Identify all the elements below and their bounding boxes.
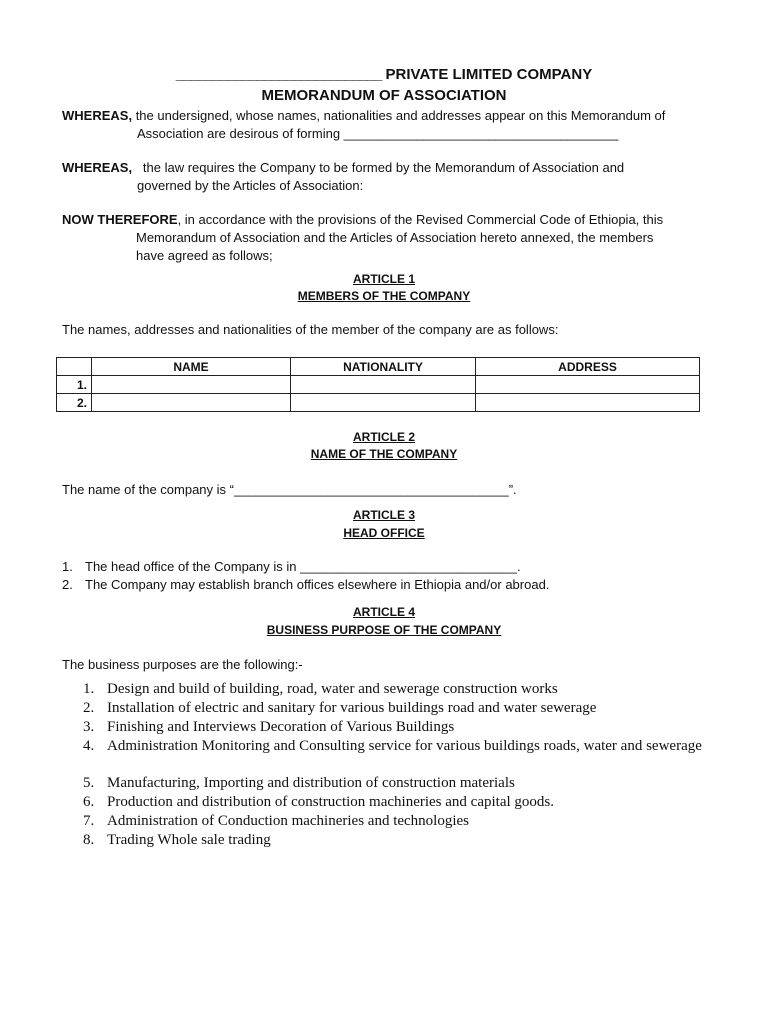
list-item xyxy=(83,737,706,756)
list-item xyxy=(83,831,706,850)
name-cell[interactable] xyxy=(92,376,291,394)
row-number: 2. xyxy=(57,394,92,412)
article-2-text: The name of the company is “______________________________________”. xyxy=(62,482,517,497)
list-item-text: Design and build of building, road, water and sewerage construction works xyxy=(107,681,558,697)
address-cell[interactable] xyxy=(476,376,700,394)
whereas-text-line-2: Association are desirous of forming ______________________________________ xyxy=(137,126,619,141)
head-office-list xyxy=(62,558,708,594)
header-nationality: NATIONALITY xyxy=(291,358,476,376)
whereas-paragraph-1 xyxy=(62,107,708,143)
list-item-number: 5. xyxy=(83,775,95,791)
article-4-intro: The business purposes are the following:- xyxy=(62,657,303,672)
company-title xyxy=(0,66,768,83)
list-item-number: 1. xyxy=(62,559,73,574)
list-item-number: 4. xyxy=(83,738,95,754)
now-therefore-paragraph xyxy=(62,211,708,265)
list-item-text: Manufacturing, Importing and distribution of construction materials xyxy=(107,775,515,791)
now-therefore-lead: NOW THEREFORE xyxy=(62,212,178,227)
article-2-title: NAME OF THE COMPANY xyxy=(310,447,458,461)
list-item-number: 1. xyxy=(83,681,95,697)
now-therefore-line-3: have agreed as follows; xyxy=(136,248,273,263)
header-address: ADDRESS xyxy=(476,358,700,376)
list-item xyxy=(62,576,708,594)
list-item xyxy=(83,718,706,737)
now-therefore-line-2: Memorandum of Association and the Articles of Association hereto annexed, the members xyxy=(136,230,654,245)
whereas-text-line-1: the undersigned, whose names, nationalities and addresses appear on this Memorandum of xyxy=(135,108,666,123)
article-1-title: MEMBERS OF THE COMPANY xyxy=(297,289,471,303)
list-item-number: 3. xyxy=(83,719,95,735)
article-4-number: ARTICLE 4 xyxy=(352,605,415,619)
article-2-number: ARTICLE 2 xyxy=(352,430,415,444)
list-item-number: 2. xyxy=(62,577,73,592)
whereas-paragraph-2 xyxy=(62,159,708,195)
whereas-text-line-2: governed by the Articles of Association: xyxy=(137,178,364,193)
list-item-text: Finishing and Interviews Decoration of Various Buildings xyxy=(107,719,455,735)
list-item xyxy=(83,699,706,718)
members-table xyxy=(56,357,700,412)
article-4-title: BUSINESS PURPOSE OF THE COMPANY xyxy=(266,623,502,637)
header-name: NAME xyxy=(92,358,291,376)
list-item xyxy=(83,793,706,812)
nationality-cell[interactable] xyxy=(291,394,476,412)
company-title-suffix: PRIVATE LIMITED COMPANY xyxy=(385,66,593,83)
table-row xyxy=(57,394,700,412)
whereas-text-line-1: the law requires the Company to be formed by the Memorandum of Association and xyxy=(142,160,625,175)
list-item-number: 2. xyxy=(83,700,95,716)
row-number: 1. xyxy=(57,376,92,394)
document-subtitle: MEMORANDUM OF ASSOCIATION xyxy=(261,87,507,104)
list-item-text: Administration of Conduction machineries and technologies xyxy=(107,813,470,829)
list-item-text: Trading Whole sale trading xyxy=(107,832,271,848)
list-item xyxy=(83,774,706,793)
header-number-cell xyxy=(57,358,92,376)
name-cell[interactable] xyxy=(92,394,291,412)
article-1-number: ARTICLE 1 xyxy=(352,272,415,286)
whereas-lead: WHEREAS, xyxy=(62,108,133,123)
members-table-header xyxy=(57,358,700,376)
list-item-text: Production and distribution of construction machineries and capital goods. xyxy=(107,794,554,810)
company-name-blank: ____________________________ xyxy=(175,66,382,83)
list-item-text: Administration Monitoring and Consulting service for various buildings roads, water and sewerage xyxy=(107,738,702,754)
list-item xyxy=(83,812,706,831)
now-therefore-line-1: , in accordance with the provisions of the Revised Commercial Code of Ethiopia, this xyxy=(177,212,664,227)
business-purposes-list xyxy=(83,680,706,850)
list-item-text: Installation of electric and sanitary for various buildings road and water sewerage xyxy=(107,700,597,716)
article-1-intro: The names, addresses and nationalities of the member of the company are as follows: xyxy=(62,322,559,337)
nationality-cell[interactable] xyxy=(291,376,476,394)
list-item-number: 6. xyxy=(83,794,95,810)
article-3-number: ARTICLE 3 xyxy=(352,508,415,522)
address-cell[interactable] xyxy=(476,394,700,412)
table-row xyxy=(57,376,700,394)
list-item-number: 8. xyxy=(83,832,95,848)
article-3-title: HEAD OFFICE xyxy=(343,526,425,540)
list-item-text: The Company may establish branch offices elsewhere in Ethiopia and/or abroad. xyxy=(85,577,550,592)
whereas-lead: WHEREAS, xyxy=(62,160,133,175)
list-item-text: The head office of the Company is in ______________________________. xyxy=(85,559,521,574)
list-item xyxy=(62,558,708,576)
list-item xyxy=(83,680,706,699)
list-item-number: 7. xyxy=(83,813,95,829)
